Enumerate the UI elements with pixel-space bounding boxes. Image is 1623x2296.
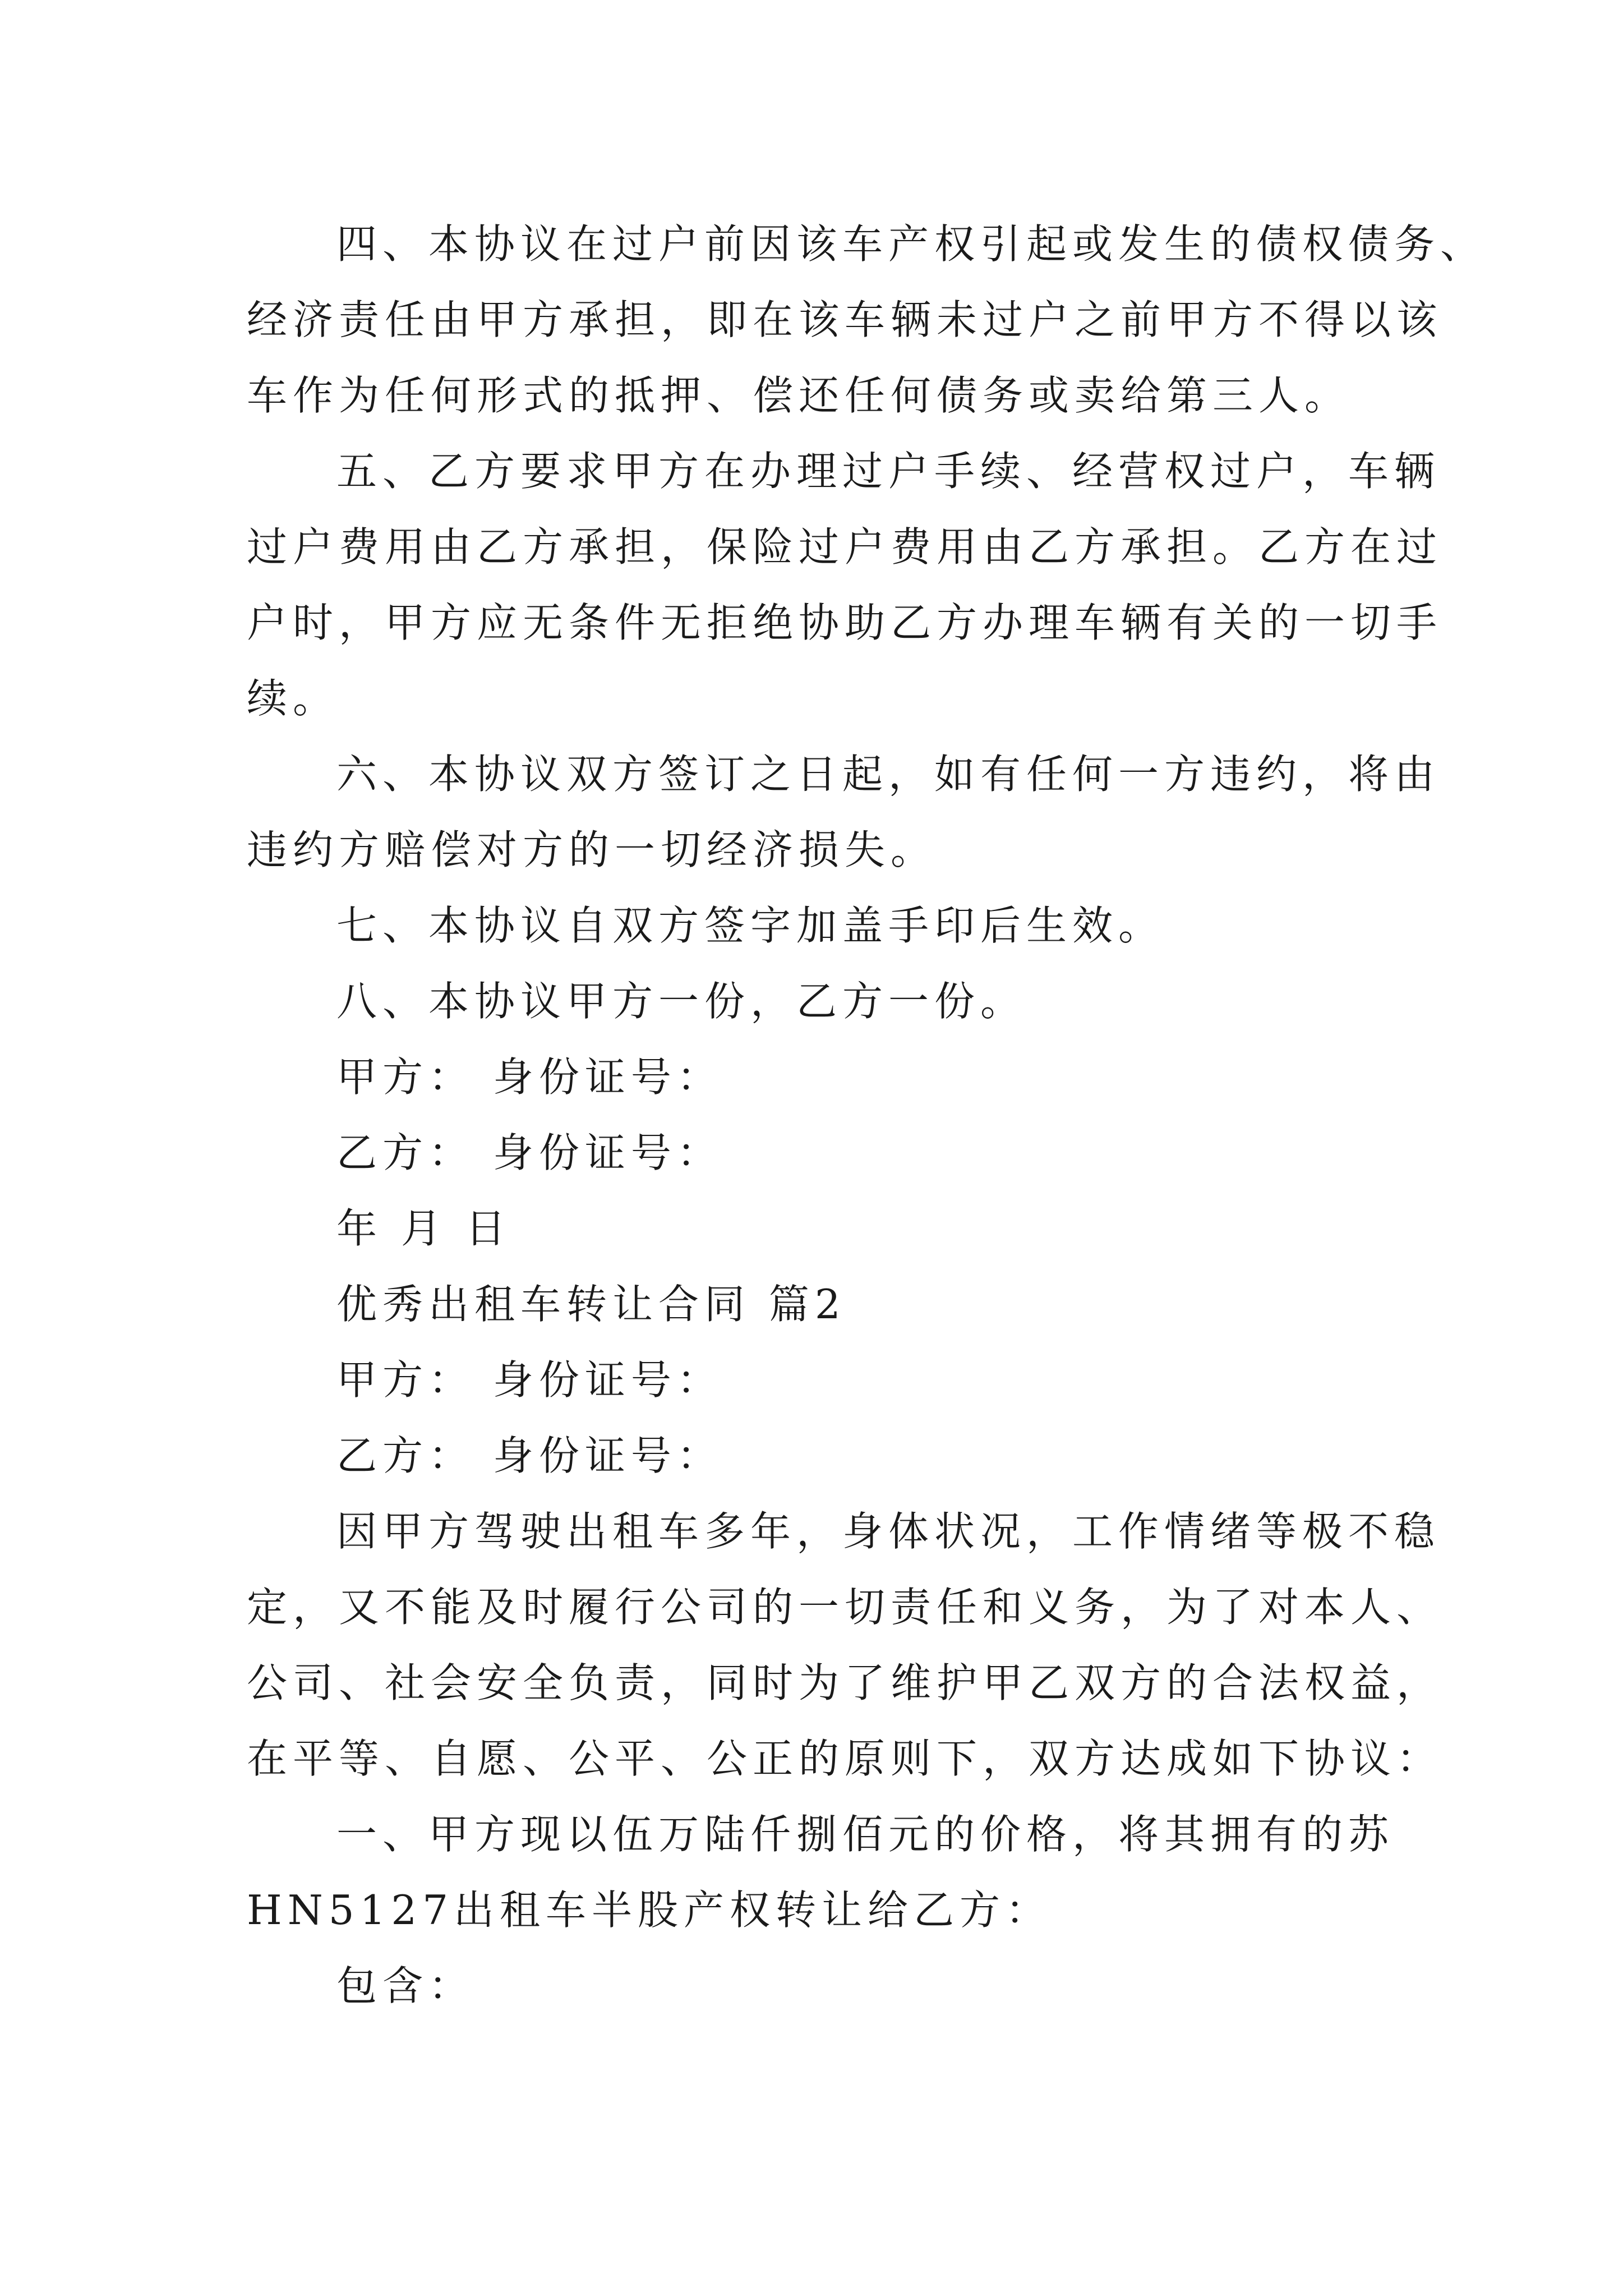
text-line: 六、本协议双方签订之日起，如有任何一方违约，将由 <box>336 751 1441 798</box>
signature-line: 甲方： 身份证号： <box>336 1356 723 1404</box>
text-line: 过户费用由乙方承担，保险过户费用由乙方承担。乙方在过 <box>247 523 1443 570</box>
text-line: 续。 <box>247 675 339 722</box>
signature-line: 乙方： 身份证号： <box>336 1129 723 1176</box>
text-line: 违约方赔偿对方的一切经济损失。 <box>247 826 937 873</box>
signature-line: 甲方： 身份证号： <box>336 1053 723 1101</box>
text-line: 四、本协议在过户前因该车产权引起或发生的债权债务、 <box>336 220 1487 268</box>
text-line: 一、甲方现以伍万陆仟捌佰元的价格，将其拥有的苏 <box>336 1811 1395 1858</box>
text-line: 车作为任何形式的抵押、偿还任何债务或卖给第三人。 <box>247 372 1351 419</box>
text-line: 七、本协议自双方签字加盖手印后生效。 <box>336 902 1165 949</box>
text-line: 户时，甲方应无条件无拒绝协助乙方办理车辆有关的一切手 <box>247 599 1443 646</box>
text-line: 定，又不能及时履行公司的一切责任和义务，为了对本人、 <box>247 1584 1443 1631</box>
text-line: HN5127出租车半股产权转让给乙方： <box>247 1887 1052 1934</box>
text-line: 经济责任由甲方承担，即在该车辆未过户之前甲方不得以该 <box>247 296 1443 343</box>
text-line: 公司、社会安全负责，同时为了维护甲乙双方的合法权益， <box>247 1659 1443 1706</box>
text-line: 因甲方驾驶出租车多年，身体状况，工作情绪等极不稳 <box>336 1508 1441 1555</box>
text-line: 五、乙方要求甲方在办理过户手续、经营权过户，车辆 <box>336 448 1441 495</box>
signature-line: 乙方： 身份证号： <box>336 1432 723 1479</box>
text-line: 在平等、自愿、公平、公正的原则下，双方达成如下协议： <box>247 1735 1443 1782</box>
section-heading: 优秀出租车转让合同 篇2 <box>336 1281 846 1328</box>
date-line: 年 月 日 <box>336 1205 511 1252</box>
text-line: 八、本协议甲方一份，乙方一份。 <box>336 978 1027 1025</box>
text-line: 包含： <box>336 1962 475 2009</box>
